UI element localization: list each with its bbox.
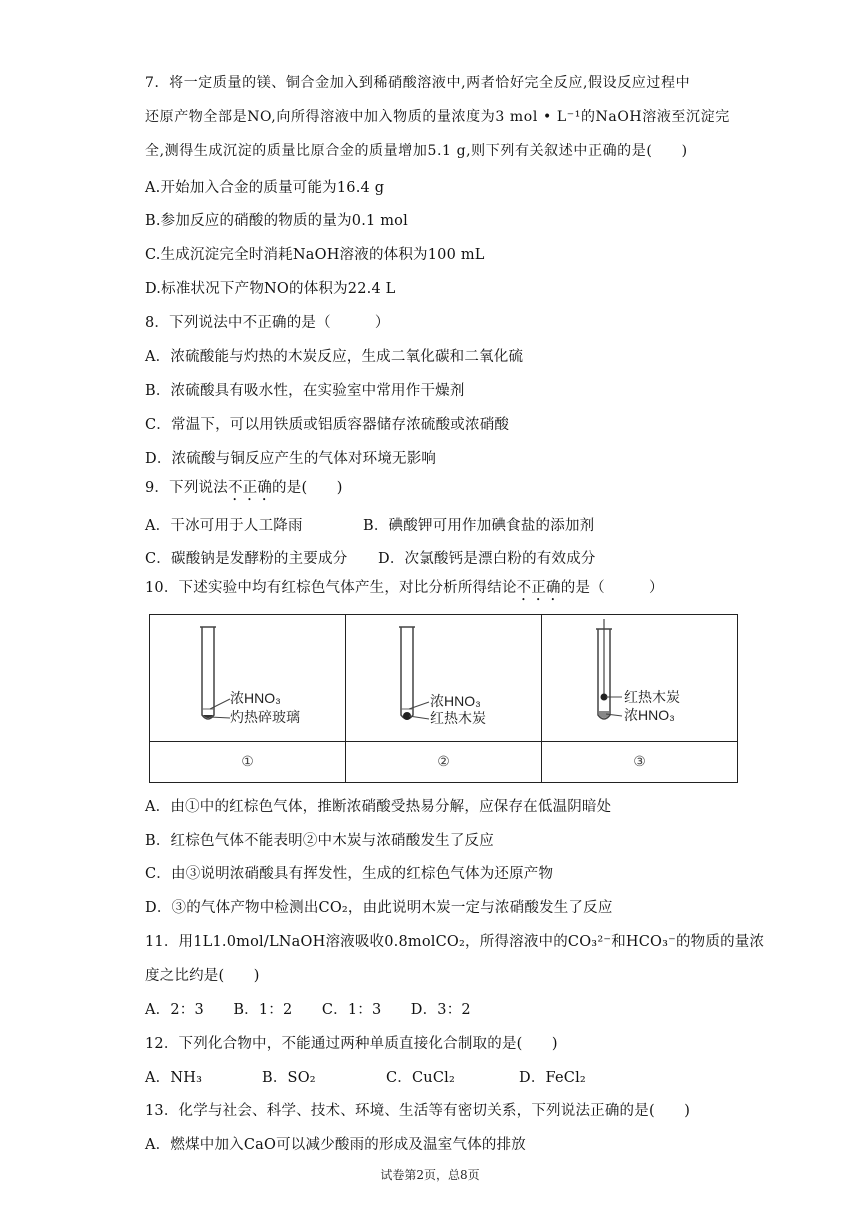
experiment-2-cell	[346, 615, 542, 742]
q13-stem: 13．化学与社会、科学、技术、环境、生活等有密切关系，下列说法正确的是( )	[145, 1103, 691, 1119]
q8-option-a: A．浓硫酸能与灼热的木炭反应，生成二氧化碳和二氧化硫	[145, 349, 524, 365]
q12-option-b: B．SO₂	[262, 1070, 316, 1086]
q10-option-c: C．由③说明浓硝酸具有挥发性，生成的红棕色气体为还原产物	[145, 866, 554, 882]
q8-stem: 8．下列说法中不正确的是（ ）	[145, 315, 390, 331]
test-tube-1	[200, 627, 216, 719]
q10-option-b: B．红棕色气体不能表明②中木炭与浓硝酸发生了反应	[145, 833, 494, 849]
q10-stem-pre: 10．下述实验中均有红棕色气体产生，对比分析所得结论	[145, 580, 517, 596]
q8-option-c: C．常温下，可以用铁质或铝质容器储存浓硫酸或浓硝酸	[145, 417, 510, 433]
q9-stem-post: 的是( )	[272, 480, 343, 496]
experiment-3-cell	[542, 615, 738, 742]
q7-stem-line3: 全,测得生成沉淀的质量比原合金的质量增加5.1 g,则下列有关叙述中正确的是( )	[145, 143, 688, 159]
experiment-3-diagram	[542, 615, 737, 737]
experiment-2-label-charcoal: 红热木炭	[430, 710, 486, 726]
q9-stem	[145, 476, 343, 504]
experiment-2-number: ②	[346, 742, 542, 783]
experiment-1-label-acid: 浓HNO₃	[230, 690, 281, 706]
q9-option-d: D．次氯酸钙是漂白粉的有效成分	[378, 551, 596, 567]
q10-option-d: D．③的气体产物中检测出CO₂，由此说明木炭一定与浓硝酸发生了反应	[145, 900, 613, 916]
q10-stem	[145, 576, 664, 604]
experiment-figure-table	[149, 614, 738, 783]
q13-option-a: A．燃煤中加入CaO可以减少酸雨的形成及温室气体的排放	[145, 1137, 526, 1153]
q9-stem-emphasis: 不正确	[227, 480, 273, 496]
experiment-3-label-acid: 浓HNO₃	[624, 707, 675, 723]
page-footer: 试卷第2页，总8页	[380, 1168, 480, 1182]
experiment-3-label-charcoal: 红热木炭	[624, 689, 680, 705]
q7-stem-line1: 7．将一定质量的镁、铜合金加入到稀硝酸溶液中,两者恰好完全反应,假设反应过程中	[145, 75, 691, 91]
q9-option-a: A．干冰可用于人工降雨	[145, 518, 303, 534]
q7-option-a: A.开始加入合金的质量可能为16.4 g	[145, 180, 385, 196]
q8-option-d: D．浓硫酸与铜反应产生的气体对环境无影响	[145, 451, 437, 467]
q10-option-a: A．由①中的红棕色气体，推断浓硝酸受热易分解，应保存在低温阴暗处	[145, 799, 612, 815]
q7-option-b: B.参加反应的硝酸的物质的量为0.1 mol	[145, 213, 408, 229]
q11-stem-line2: 度之比约是( )	[145, 968, 260, 984]
q7-option-c: C.生成沉淀完全时消耗NaOH溶液的体积为100 mL	[145, 247, 485, 263]
test-tube-2	[399, 627, 415, 719]
q8-option-b: B．浓硫酸具有吸水性，在实验室中常用作干燥剂	[145, 383, 465, 399]
experiment-1-cell	[150, 615, 346, 742]
q12-option-d: D．FeCl₂	[519, 1070, 586, 1086]
experiment-1-label-glass: 灼热碎玻璃	[230, 709, 300, 725]
q7-option-d: D.标准状况下产物NO的体积为22.4 L	[145, 281, 396, 297]
q11-options: A．2：3 B．1：2 C．1：3 D．3：2	[145, 1002, 471, 1018]
q10-stem-emphasis: 不正确	[516, 580, 561, 596]
q9-stem-pre: 9．下列说法	[145, 480, 228, 496]
experiment-2-diagram	[346, 615, 541, 737]
q7-stem-line2: 还原产物全部是NO,向所得溶液中加入物质的量浓度为3 mol • L⁻¹的NaOH溶液至沉淀完	[145, 109, 730, 125]
experiment-2-label-acid: 浓HNO₃	[430, 693, 481, 709]
experiment-1-number: ①	[150, 742, 346, 783]
q12-option-a: A．NH₃	[145, 1070, 203, 1086]
q9-option-c: C．碳酸钠是发酵粉的主要成分	[145, 551, 348, 567]
q9-option-b: B．碘酸钾可用作加碘食盐的添加剂	[363, 518, 595, 534]
q12-stem: 12．下列化合物中，不能通过两种单质直接化合制取的是( )	[145, 1036, 558, 1052]
q11-stem-line1: 11．用1L1.0mol/LNaOH溶液吸收0.8molCO₂，所得溶液中的CO₃²⁻和HCO₃⁻的物质的量浓	[145, 934, 765, 950]
q10-stem-post: 的是（ ）	[560, 580, 664, 596]
experiment-3-number: ③	[542, 742, 738, 783]
q12-option-c: C．CuCl₂	[386, 1070, 455, 1086]
experiment-1-diagram	[150, 615, 345, 737]
